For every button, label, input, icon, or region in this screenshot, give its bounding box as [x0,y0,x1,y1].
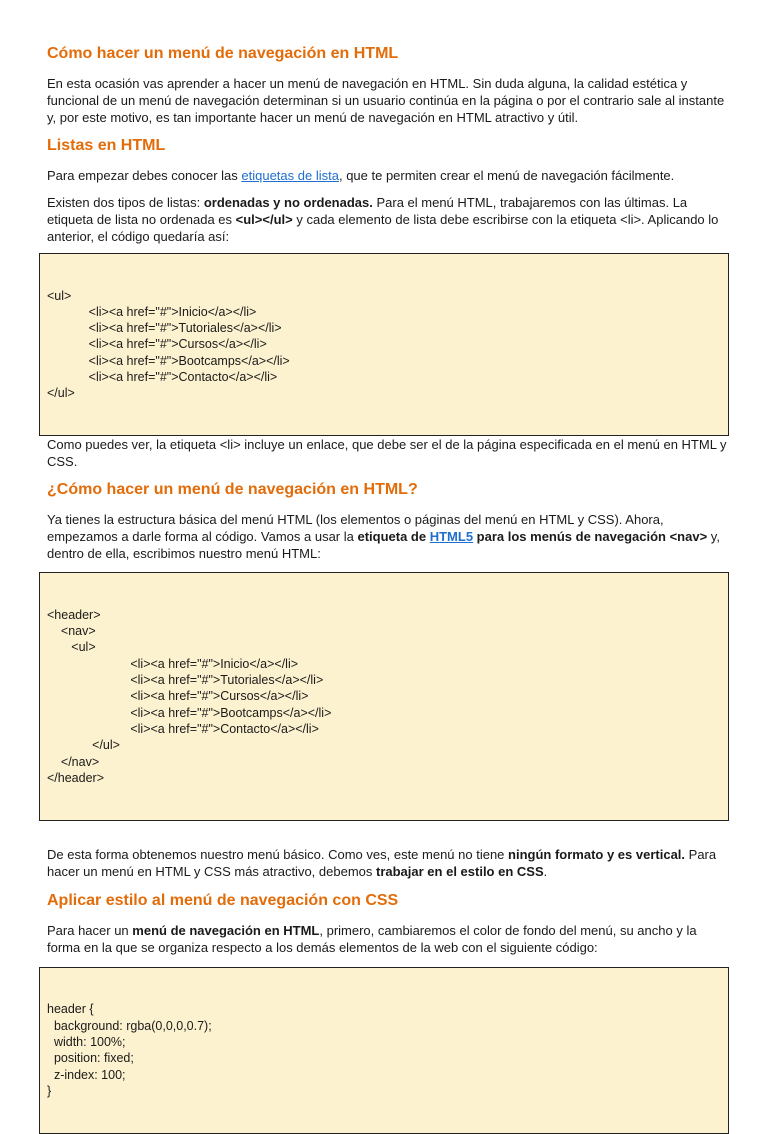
code-line: <li><a href="#">Tutoriales</a></li> [47,673,324,688]
code-line: </header> [47,770,104,785]
code-line: <li><a href="#">Inicio</a></li> [47,304,257,319]
text: , primero, cambiaremos el color de fondo del menú, su ancho y la forma en la que se organiza respecto a los demás elementos de la web con el siguiente código: [47,922,697,955]
etiquetas-de-lista-link[interactable]: etiquetas de lista [241,168,339,183]
heading-como-hacer-menu: Cómo hacer un menú de navegación en HTML [47,45,399,62]
code-line: <nav> [47,624,96,639]
code-line: </nav> [47,754,100,769]
text: Para empezar debes conocer las [47,168,242,183]
text: Para el menú HTML, trabajaremos con las últimas. La etiqueta de lista no ordenada es [47,195,688,227]
code-line: <header> [47,607,101,622]
text: , que te permiten crear el menú de navegación fácilmente. [338,168,675,183]
code-line: <ul> [47,288,72,303]
heading-listas-html: Listas en HTML [47,137,166,154]
code-line: </ul> [47,738,120,753]
code-line: <li><a href="#">Tutoriales</a></li> [47,321,282,336]
code-line: <li><a href="#">Bootcamps</a></li> [47,705,332,720]
code-line: position: fixed; [47,1051,134,1066]
text: . [543,863,548,879]
code-line: <ul> [47,640,96,655]
bold-text: trabajar en el estilo en CSS [376,863,544,879]
text: Existen dos tipos de listas: [47,195,204,210]
text: y, dentro de ella, escribimos nuestro menú HTML: [47,529,720,562]
code-line: z-index: 100; [47,1067,126,1082]
code-line: } [47,1083,52,1098]
text: De esta forma obtenemos nuestro menú básico. Como ves, este menú no tiene [47,846,509,862]
bold-text: ningún formato y es vertical. [508,846,686,862]
text: Para hacer un [47,922,133,938]
text: y cada elemento de lista debe escribirse con la etiqueta <li>. Aplicando lo anterior, el código quedaría así: [47,212,719,244]
code-block-css [39,967,729,1134]
intro-paragraph: En esta ocasión vas aprender a hacer un menú de navegación en HTML. Sin duda alguna, la calidad estética y funcional de un menú de navegación determinan si un usuario continúa en la página o por el contrario sale al instante y, por este motivo, es tan importante hacer un menú de navegación en HTML atractivo y útil. [47,76,725,125]
code-line: <li><a href="#">Bootcamps</a></li> [47,353,290,368]
paragraph-menu-basico [47,846,728,880]
text: Para hacer un menú en HTML y CSS más atractivo, debemos [47,846,717,879]
code-block-ul [39,253,729,436]
bold-text: <ul></ul> [235,212,293,227]
code-line: header { [47,1002,94,1017]
code-line: <li><a href="#">Cursos</a></li> [47,337,267,352]
heading-como-hacer-menu-question: ¿Cómo hacer un menú de navegación en HTML? [47,481,418,499]
heading-aplicar-estilo-css: Aplicar estilo al menú de navegación con CSS [47,891,399,909]
code-line: <li><a href="#">Contacto</a></li> [47,370,278,385]
paragraph-etiquetas [47,167,728,184]
paragraph-estructura-basica [47,511,728,562]
code-line: width: 100%; [47,1034,126,1049]
code-line: background: rgba(0,0,0,0.7); [47,1018,212,1033]
code-line: <li><a href="#">Contacto</a></li> [47,721,319,736]
bold-text: menú de navegación en HTML [132,922,320,938]
bold-text: ordenadas y no ordenadas. [203,195,373,210]
code-line: <li><a href="#">Cursos</a></li> [47,689,309,704]
bold-text: etiqueta de [357,529,430,545]
code-line: <li><a href="#">Inicio</a></li> [47,656,299,671]
paragraph-etiqueta-li: Como puedes ver, la etiqueta <li> incluye un enlace, que debe ser el de la página especificada en el menú en HTML y CSS. [47,437,727,470]
bold-text: para los menús de navegación <nav> [473,529,708,545]
paragraph-tipos-listas [47,194,728,245]
paragraph-estilo-css [47,922,728,956]
code-line: </ul> [47,386,75,401]
text: Ya tienes la estructura básica del menú HTML (los elementos o páginas del menú en HTML y CSS). Ahora, empezamos a darle forma al código. Vamos a usar la [47,512,664,545]
html5-link[interactable]: HTML5 [429,529,474,545]
code-block-header-nav [39,572,729,820]
